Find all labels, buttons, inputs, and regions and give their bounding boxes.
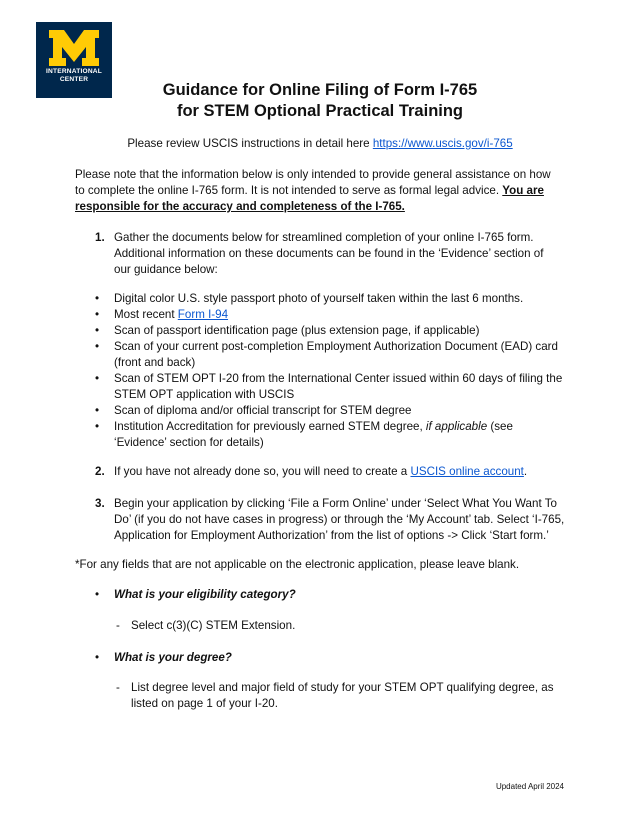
- doc-item-accreditation: [114, 419, 513, 451]
- question-eligibility-category: What is your eligibility category?: [114, 588, 296, 601]
- title-line-1: Guidance for Online Filing of Form I-765: [162, 81, 478, 99]
- doc-item-i20-line-1: Scan of STEM OPT I-20 from the International Center issued within 60 days of filing the: [114, 372, 563, 385]
- block-m-logo-icon: [46, 28, 102, 68]
- bullet-icon: •: [95, 324, 100, 337]
- accreditation-see: (see: [487, 420, 513, 433]
- bullet-icon: •: [95, 588, 100, 601]
- step-3-line-3: Application for Employment Authorization’ from the list of options -> Click ‘Start form.’: [114, 529, 549, 542]
- doc-item-diploma: Scan of diploma and/or official transcript for STEM degree: [114, 404, 412, 417]
- intro-line-1: Please note that the information below is only intended to provide general assistance on how: [75, 168, 551, 181]
- bullet-icon: •: [95, 651, 100, 664]
- uscis-i765-link[interactable]: https://www.uscis.gov/i-765: [372, 137, 513, 150]
- step-1-number: 1.: [95, 231, 105, 244]
- step-3-text: [114, 496, 564, 544]
- step-2-period: .: [523, 465, 528, 478]
- intro-line-3: responsible for the accuracy and completeness of the I-765.: [75, 200, 405, 213]
- bullet-icon: •: [95, 420, 100, 433]
- page-title: [0, 80, 640, 122]
- intro-responsibility-start: You are: [502, 184, 544, 197]
- bullet-icon: •: [95, 372, 100, 385]
- logo-line-2: CENTER: [59, 76, 89, 83]
- doc-item-accreditation-line-2: ‘Evidence’ section for details): [114, 436, 264, 449]
- answer-degree-line-2: listed on page 1 of your I-20.: [131, 697, 278, 710]
- step-3-number: 3.: [95, 497, 105, 510]
- title-line-2: for STEM Optional Practical Training: [176, 102, 464, 120]
- doc-item-i94: [114, 307, 228, 323]
- doc-item-accreditation-line-1: [114, 419, 513, 435]
- bullet-icon: •: [95, 308, 100, 321]
- dash-icon: -: [116, 619, 120, 632]
- doc-item-i94-text: Most recent: [114, 308, 178, 321]
- doc-item-passport: Scan of passport identification page (plus extension page, if applicable): [114, 324, 480, 337]
- doc-item-photo: Digital color U.S. style passport photo of yourself taken within the last 6 months.: [114, 292, 524, 305]
- answer-degree-line-1: List degree level and major field of study for your STEM OPT qualifying degree, as: [131, 681, 554, 694]
- step-1-text: [114, 230, 543, 278]
- question-degree: What is your degree?: [114, 651, 232, 664]
- intro-line-2-text: to complete the online I-765 form. It is not intended to serve as formal legal advice.: [75, 184, 503, 197]
- step-2-body: If you have not already done so, you will need to create a: [114, 465, 411, 478]
- doc-item-ead: [114, 339, 558, 371]
- updated-date: Updated April 2024: [495, 782, 564, 791]
- bullet-icon: •: [95, 340, 100, 353]
- bullet-icon: •: [95, 292, 100, 305]
- answer-degree: [131, 680, 554, 712]
- step-2-text: [114, 464, 527, 480]
- intro-paragraph: [75, 167, 551, 215]
- review-instructions: [0, 136, 640, 152]
- accreditation-if-applicable: if applicable: [425, 420, 488, 433]
- doc-item-ead-line-1: Scan of your current post-completion Employment Authorization Document (EAD) card: [114, 340, 558, 353]
- doc-item-i20-line-2: STEM OPT application with USCIS: [114, 388, 295, 401]
- review-text: Please review USCIS instructions in detail here: [127, 137, 373, 150]
- doc-item-i20: [114, 371, 562, 403]
- logo-line-1: INTERNATIONAL: [46, 68, 102, 75]
- intro-line-2: [75, 183, 551, 199]
- blank-fields-note: *For any fields that are not applicable on the electronic application, please leave blank.: [75, 558, 520, 571]
- step-3-line-1: Begin your application by clicking ‘File a Form Online’ under ‘Select What You Want To: [114, 497, 557, 510]
- form-i94-link[interactable]: Form I-94: [177, 308, 229, 321]
- bullet-icon: •: [95, 404, 100, 417]
- step-3-line-2: Do’ (if you do not have cases in progress) or through the ‘My Account’ tab. Select ‘I-765,: [114, 513, 565, 526]
- answer-eligibility-category: Select c(3)(C) STEM Extension.: [131, 619, 296, 632]
- step-1-line-1: Gather the documents below for streamlined completion of your online I-765 form.: [114, 231, 534, 244]
- dash-icon: -: [116, 681, 120, 694]
- uscis-online-account-link[interactable]: USCIS online account: [410, 465, 524, 478]
- step-1-line-2: Additional information on these documents can be found in the ‘Evidence’ section of: [114, 247, 544, 260]
- step-2-number: 2.: [95, 465, 105, 478]
- doc-item-ead-line-2: (front and back): [114, 356, 196, 369]
- accreditation-text: Institution Accreditation for previously earned STEM degree,: [114, 420, 426, 433]
- step-1-line-3: our guidance below:: [114, 263, 218, 276]
